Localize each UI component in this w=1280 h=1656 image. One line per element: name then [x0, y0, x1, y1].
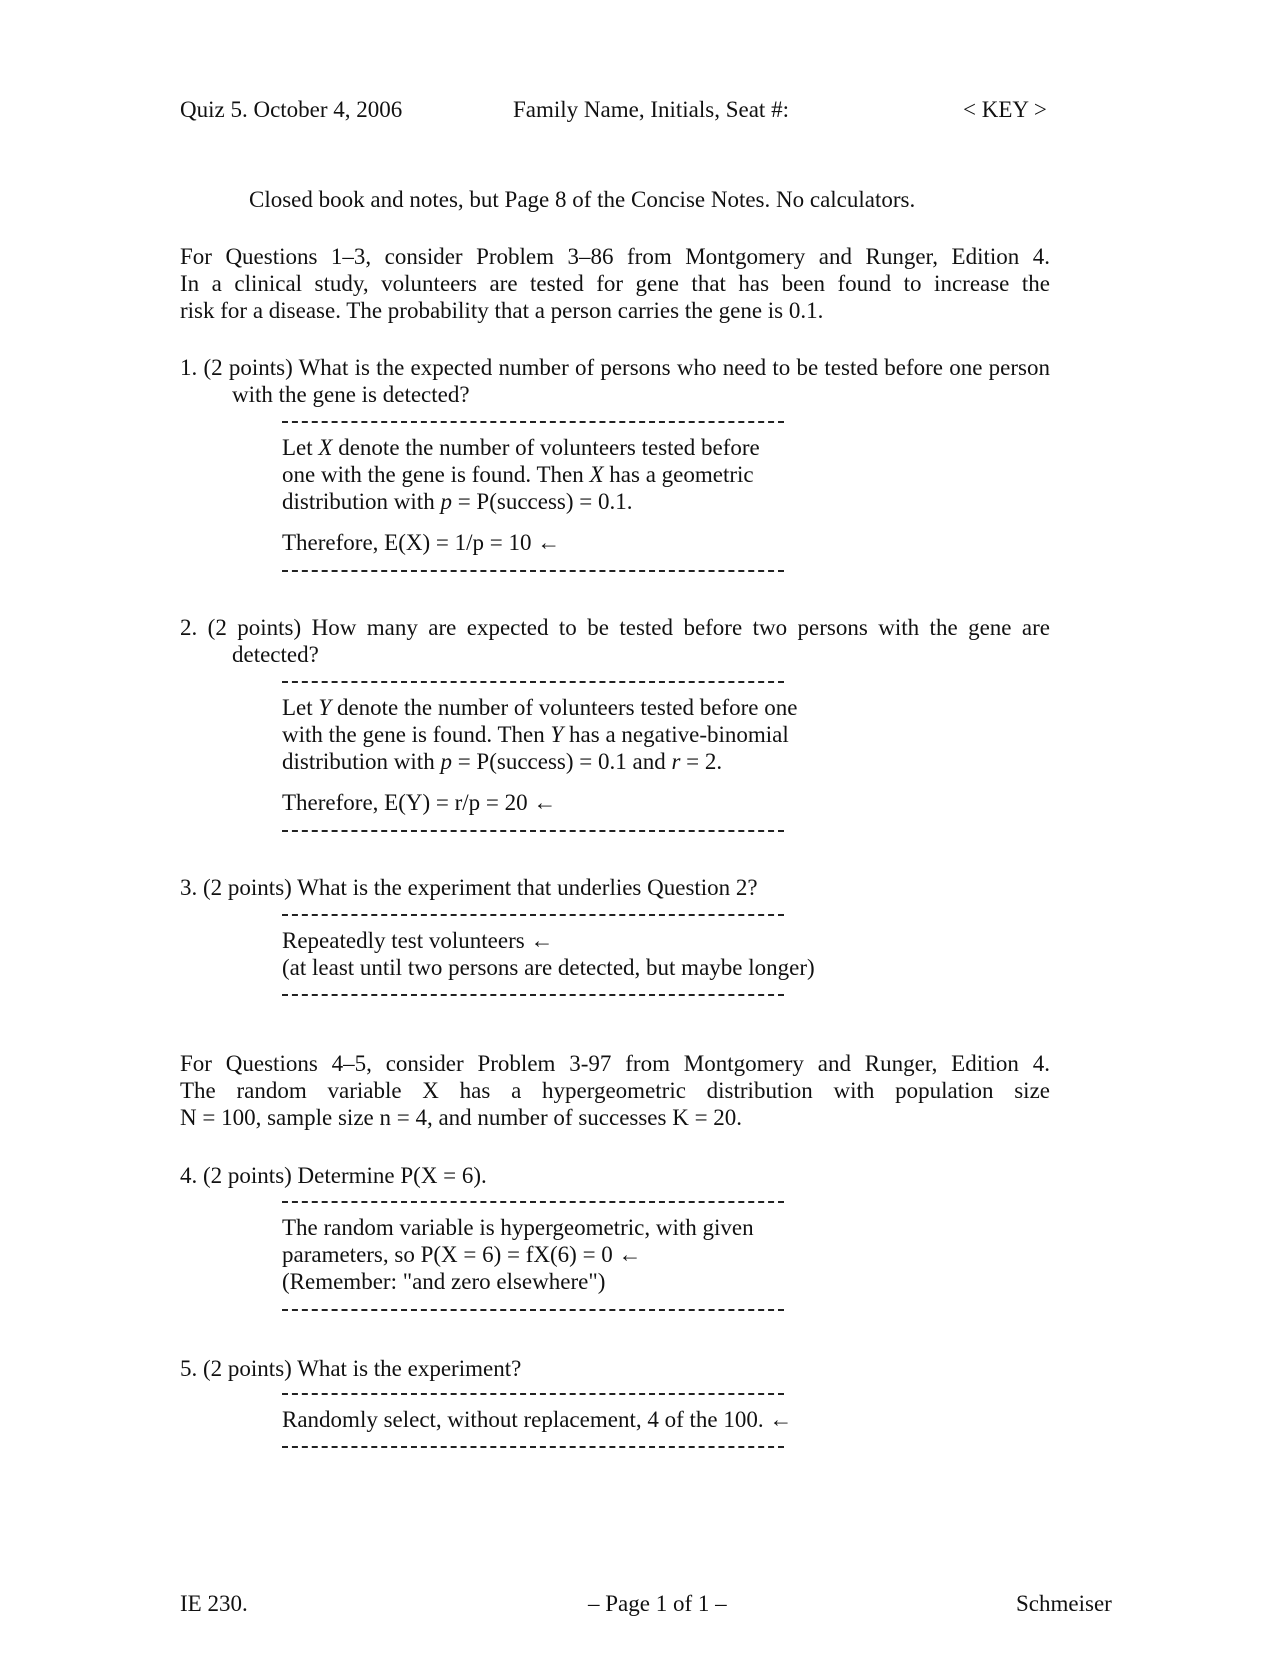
question-1	[180, 354, 1050, 408]
footer-author: Schmeiser	[1016, 1591, 1112, 1616]
answer-5-line1: Randomly select, without replacement, 4 of the 100. ←	[282, 1407, 793, 1432]
name-field-label: Family Name, Initials, Seat #:	[513, 97, 789, 122]
divider	[282, 570, 784, 572]
answer-3	[282, 927, 815, 981]
divider	[282, 1446, 784, 1448]
answer-4-line2: parameters, so P(X = 6) = fX(6) = 0 ←	[282, 1242, 642, 1267]
answer-1-line1: Let X denote the number of volunteers tested before	[282, 435, 760, 460]
answer-1-line3: distribution with p = P(success) = 0.1.	[282, 489, 633, 514]
answer-2	[282, 694, 797, 816]
question-1-text: 1. (2 points) What is the expected number of persons who need to be tested before one person with the gene is detected?	[180, 355, 1050, 407]
question-2	[180, 614, 1050, 668]
intro1-line2: In a clinical study, volunteers are tested for gene that has been found to increase the	[180, 271, 1050, 296]
answer-1-result: Therefore, E(X) = 1/p = 10 ←	[282, 530, 561, 555]
question-4-text: 4. (2 points) Determine P(X = 6).	[180, 1163, 487, 1188]
intro-paragraph-1	[180, 243, 1050, 324]
quiz-title: Quiz 5. October 4, 2006	[180, 97, 403, 122]
answer-4-line3: (Remember: "and zero elsewhere")	[282, 1269, 606, 1294]
divider	[282, 830, 784, 832]
question-2-text: 2. (2 points) How many are expected to be tested before two persons with the gene are detected?	[180, 615, 1050, 667]
instructions: Closed book and notes, but Page 8 of the Concise Notes. No calculators.	[249, 187, 916, 212]
answer-1	[282, 434, 760, 556]
answer-3-line1: Repeatedly test volunteers ←	[282, 928, 554, 953]
key-label: < KEY >	[963, 97, 1047, 122]
intro2-line2: The random variable X has a hypergeometric distribution with population size	[180, 1078, 1050, 1103]
footer-page-number: – Page 1 of 1 –	[588, 1591, 727, 1616]
intro1-line3: risk for a disease. The probability that a person carries the gene is 0.1.	[180, 298, 824, 323]
divider	[282, 681, 784, 683]
answer-2-line2: with the gene is found. Then Y has a negative-binomial	[282, 722, 789, 747]
footer-course: IE 230.	[180, 1591, 248, 1616]
answer-1-line2: one with the gene is found. Then X has a geometric	[282, 462, 754, 487]
intro2-line3: N = 100, sample size n = 4, and number of successes K = 20.	[180, 1105, 743, 1130]
answer-4	[282, 1214, 754, 1295]
divider	[282, 914, 784, 916]
answer-2-line3: distribution with p = P(success) = 0.1 and r = 2.	[282, 749, 723, 774]
answer-3-line2: (at least until two persons are detected, but maybe longer)	[282, 955, 815, 980]
divider	[282, 1201, 784, 1203]
intro2-line1: For Questions 4–5, consider Problem 3-97 from Montgomery and Runger, Edition 4.	[180, 1051, 1050, 1076]
answer-2-line1: Let Y denote the number of volunteers tested before one	[282, 695, 798, 720]
answer-4-line1: The random variable is hypergeometric, with given	[282, 1215, 754, 1240]
divider	[282, 1309, 784, 1311]
answer-5	[282, 1406, 792, 1433]
question-5-text: 5. (2 points) What is the experiment?	[180, 1356, 522, 1381]
intro-paragraph-2	[180, 1050, 1050, 1131]
divider	[282, 1393, 784, 1395]
divider	[282, 421, 784, 423]
intro1-line1: For Questions 1–3, consider Problem 3–86 from Montgomery and Runger, Edition 4.	[180, 244, 1050, 269]
answer-2-result: Therefore, E(Y) = r/p = 20 ←	[282, 790, 557, 815]
divider	[282, 994, 784, 996]
question-3-text: 3. (2 points) What is the experiment that underlies Question 2?	[180, 875, 758, 900]
